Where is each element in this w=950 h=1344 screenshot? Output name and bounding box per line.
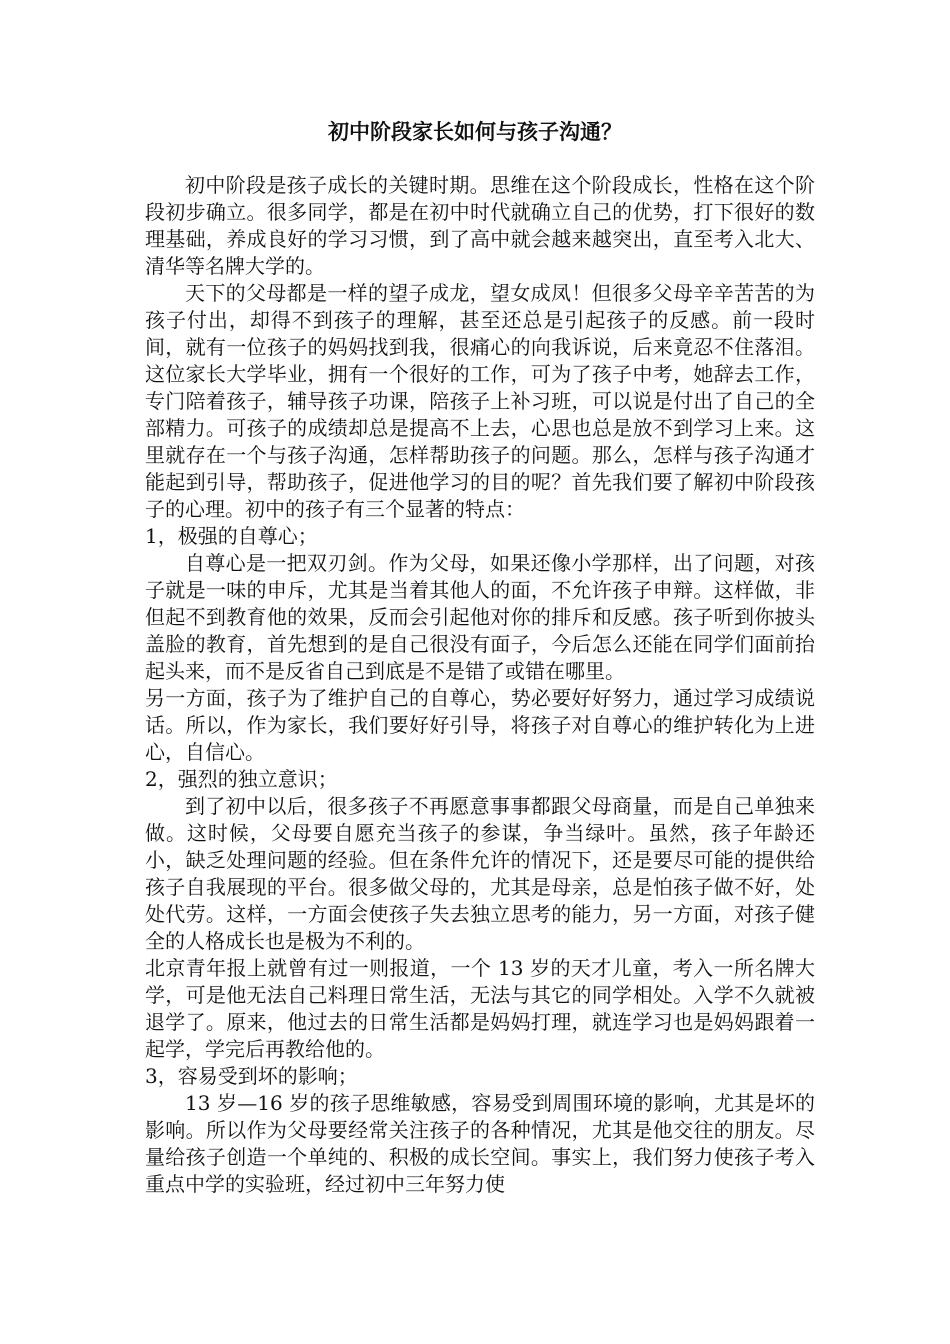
section-heading-self-esteem: 1，极强的自尊心； [145, 524, 318, 548]
paragraph-intro: 初中阶段是孩子成长的关键时期。思维在这个阶段成长，性格在这个阶段初步确立。很多同学，都是在初中时代就确立自己的优势，打下很好的数理基础，养成良好的学习习惯，到了高中就会越来越突出，直至考入北大、清华等名牌大学的。 [145, 173, 815, 278]
paragraph-bad-influence: 13 岁—16 岁的孩子思维敏感，容易受到周围环境的影响，尤其是坏的影响。所以作为父母要经常关注孩子的各种情况，尤其是他交往的朋友。尽量给孩子创造一个单纯的、积极的成长空间。事实上，我们努力使孩子考入重点中学的实验班，经过初中三年努力使 [145, 1091, 815, 1196]
document-title: 初中阶段家长如何与孩子沟通？ [328, 119, 622, 144]
paragraph-self-esteem: 自尊心是一把双刃剑。作为父母，如果还像小学那样，出了问题，对孩子就是一味的申斥，尤其是当着其他人的面，不允许孩子申辩。这样做，非但起不到教育他的效果，反而会引起他对你的排斥和反感。孩子听到你披头盖脸的教育，首先想到的是自己很没有面子，今后怎么还能在同学们面前抬起头来，而不是反省自己到底是不是错了或错在哪里。 [145, 551, 815, 683]
paragraph-news-report: 北京青年报上就曾有过一则报道，一个 13 岁的天才儿童，考入一所名牌大学，可是他无法自己料理日常生活，无法与其它的同学相处。入学不久就被退学了。原来，他过去的日常生活都是妈妈打理，就连学习也是妈妈跟着一起学，学完后再教给他的。 [145, 956, 815, 1061]
paragraph-self-esteem-other-side: 另一方面，孩子为了维护自己的自尊心，势必要好好努力，通过学习成绩说话。所以，作为家长，我们要好好引导，将孩子对自尊心的维护转化为上进心，自信心。 [145, 686, 815, 764]
paragraph-independence: 到了初中以后，很多孩子不再愿意事事都跟父母商量，而是自己单独来做。这时候，父母要自愿充当孩子的参谋，争当绿叶。虽然，孩子年龄还小，缺乏处理问题的经验。但在条件允许的情况下，还是要尽可能的提供给孩子自我展现的平台。很多做父母的，尤其是母亲，总是怕孩子做不好，处处代劳。这样，一方面会使孩子失去独立思考的能力，另一方面，对孩子健全的人格成长也是极为不利的。 [145, 794, 815, 953]
paragraph-parents: 天下的父母都是一样的望子成龙，望女成凤！但很多父母辛辛苦苦的为孩子付出，却得不到孩子的理解，甚至还总是引起孩子的反感。前一段时间，就有一位孩子的妈妈找到我，很痛心的向我诉说，后来竟忍不住落泪。这位家长大学毕业，拥有一个很好的工作，可为了孩子中考，她辞去工作，专门陪着孩子，辅导孩子功课，陪孩子上补习班，可以说是付出了自己的全部精力。可孩子的成绩却总是提高不上去，心思也总是放不到学习上来。这里就存在一个与孩子沟通，怎样帮助孩子的问题。那么，怎样与孩子沟通才能起到引导，帮助孩子，促进他学习的目的呢？首先我们要了解初中阶段孩子的心理。初中的孩子有三个显著的特点： [145, 281, 815, 521]
document-body [145, 172, 815, 1198]
section-heading-bad-influence: 3，容易受到坏的影响； [145, 1064, 358, 1088]
section-heading-independence: 2，强烈的独立意识； [145, 767, 338, 791]
